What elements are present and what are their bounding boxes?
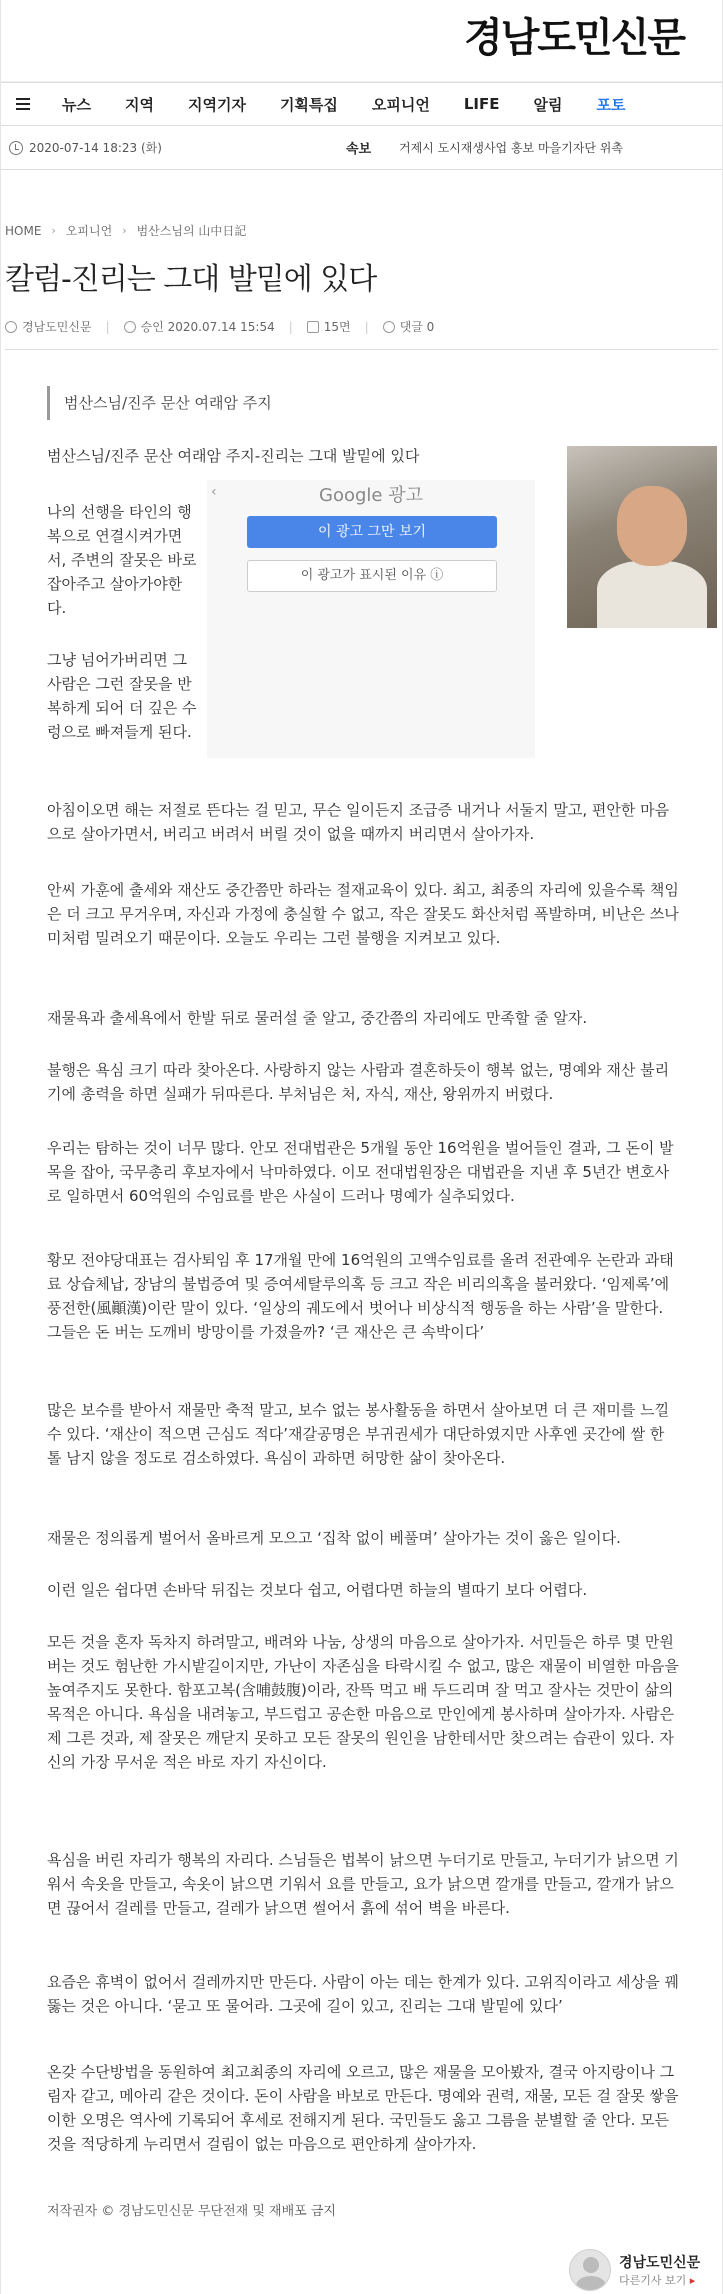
- ad-back-icon[interactable]: ‹: [211, 484, 217, 500]
- main-nav: [1, 82, 722, 126]
- author-widget[interactable]: [569, 2246, 723, 2294]
- paragraph: 이런 일은 쉽다면 손바닥 뒤집는 것보다 쉽고, 어렵다면 하늘의 별따기 보다 어렵다.: [47, 1581, 588, 1599]
- meta-divider: |: [288, 319, 293, 334]
- approved-item: [124, 318, 275, 335]
- nav-item-opinion[interactable]: 오피니언: [371, 95, 430, 114]
- comment-icon: [383, 321, 395, 333]
- more-articles-label[interactable]: 다른기사 보기: [619, 2274, 687, 2287]
- widget-text: [619, 2252, 700, 2288]
- menu-icon[interactable]: [1, 83, 45, 125]
- avatar: [569, 2249, 611, 2291]
- breaking-label: 속보: [346, 142, 372, 157]
- nav-item-special[interactable]: 기획특집: [279, 95, 338, 114]
- stop-ad-button[interactable]: 이 광고 그만 보기: [247, 516, 497, 548]
- nav-item-news[interactable]: 뉴스: [62, 95, 91, 114]
- paragraph: 안씨 가훈에 출세와 재산도 중간쯤만 하라는 절재교육이 있다. 최고, 최종의 자리에 있을수록 책임은 더 크고 무거우며, 자신과 가정에 충실할 수 없고, 작은 잘못도 화산처럼 폭발하며, 비난은 쓰나미처럼 밀려오기 때문이다. 오늘도 우리는 그런 불행을 지켜보고 있다.: [47, 881, 679, 947]
- clock-icon: [124, 321, 136, 333]
- news-ticker: [1, 126, 722, 170]
- paragraph: 모든 것을 혼자 독차지 하려말고, 배려와 나눔, 상생의 마음으로 살아가자. 서민들은 하루 몇 만원 버는 것도 험난한 가시밭길이지만, 가난이 자존심을 타락시킬 수 없고, 많은 재물이 비열한 마음을 높여주지도 못한다. 함포고복(含哺鼓腹)이라, 잔뜩 먹고 배 두드리며 잘 먹고 잘사는 것만이 삶의 목적은 아니다. 욕심을 내려놓고, 부드럽고 공손한 마음으로 만인에게 봉사하며 살아가자. 사람은 제 그른 것과, 제 잘못은 깨닫지 못하고 모든 잘못의 원인을 남한테서만 찾으려는 습관이 있다. 자신의 가장 무서운 적은 바로 자기 자신이다.: [47, 1633, 679, 1771]
- breadcrumb-opinion[interactable]: 오피니언: [65, 224, 113, 238]
- clock-icon: [9, 141, 23, 155]
- nav-item-notice[interactable]: 알림: [533, 95, 563, 114]
- widget-author-name: 경남도민신문: [619, 2255, 701, 2271]
- breadcrumb: [5, 222, 246, 239]
- breaking-headline[interactable]: 거제시 도시재생사업 홍보 마을기자단 위촉: [399, 141, 623, 155]
- comments-item[interactable]: [383, 318, 435, 335]
- current-datetime: 2020-07-14 18:23 (화): [29, 141, 162, 155]
- nav-item-region-reporter[interactable]: 지역기자: [187, 95, 246, 114]
- paragraph: 황모 전야당대표는 검사퇴임 후 17개월 만에 16억원의 고액수임료를 올려 전관예우 논란과 과태료 상습체납, 장남의 불법증여 및 증여세탈루의혹 등 크고 작은 비리의혹을 불러왔다. ‘임제록’에 풍전한(風顚漢)이란 말이 있다. ‘일상의 궤도에서 벗어나 비상식적 행동을 하는 사람’을 말한다. 그들은 돈 버는 도깨비 방망이를 가졌을까? ‘큰 재산은 큰 속박이다’: [47, 1251, 674, 1341]
- photo-face: [617, 486, 687, 566]
- chevron-right-icon: ›: [122, 224, 127, 237]
- paragraph: 나의 선행을 타인의 행복으로 연결시켜가면서, 주변의 잘못은 바로 잡아주고 살아가야한다.: [47, 503, 197, 617]
- more-articles-link[interactable]: [619, 2272, 700, 2288]
- site-logo[interactable]: 경남도민신문: [464, 15, 684, 61]
- brand-bar: [1, 0, 722, 82]
- paragraph: 재물은 정의롭게 벌어서 올바르게 모으고 ‘집착 없이 베풀며’ 살아가는 것이 옳은 일이다.: [47, 1529, 621, 1547]
- article-meta: [5, 318, 434, 335]
- why-ad-button[interactable]: 이 광고가 표시된 이유 ⓘ: [247, 560, 497, 592]
- paragraph: 많은 보수를 받아서 재물만 축적 말고, 보수 없는 봉사활동을 하면서 살아보면 더 큰 재미를 느낄 수 있다. ‘재산이 적으면 근심도 적다’재갈공명은 부귀권세가 대단하였지만 사후엔 곳간에 쌀 한 톨 남지 않을 정도로 검소하였다. 욕심이 과하면 허망한 삶이 찾아온다.: [47, 1401, 670, 1467]
- meta-divider: |: [105, 319, 110, 334]
- paragraph: 온갖 수단방법을 동원하여 최고최종의 자리에 오르고, 많은 재물을 모아봤자, 결국 아지랑이나 그림자 같고, 메아리 같은 것이다. 돈이 사람을 바보로 만든다. 명예와 권력, 재물, 모든 걸 잘못 쌓을이한 오명은 역사에 기록되어 후세로 전해지게 된다. 국민들도 옳고 그름을 분별할 줄 안다. 모든 것을 적당하게 누리면서 걸림이 없는 마음으로 편안하게 살아가자.: [47, 2063, 679, 2153]
- page-number: 15면: [323, 320, 351, 334]
- author-photo: [567, 446, 717, 628]
- divider: [5, 349, 718, 350]
- author-item: [5, 318, 92, 335]
- breadcrumb-home[interactable]: HOME: [5, 223, 42, 238]
- paragraph: 그냥 넘어가버리면 그 사람은 그런 잘못을 반복하게 되어 더 깊은 수렁으로 빠져들게 된다.: [47, 651, 197, 741]
- paragraph: 요즘은 휴벽이 없어서 걸레까지만 만든다. 사람이 아는 데는 한계가 있다. 고위직이라고 세상을 꿰뚫는 것은 아니다. ‘묻고 또 물어라. 그곳에 길이 있고, 진리는 그대 발밑에 있다’: [47, 1973, 679, 2015]
- breadcrumb-column[interactable]: 범산스님의 山中日記: [136, 224, 247, 238]
- chevron-right-icon: ›: [51, 224, 56, 237]
- page-icon: [307, 321, 319, 333]
- meta-divider: |: [364, 319, 369, 334]
- author-name: 경남도민신문: [22, 320, 92, 334]
- photo-body: [597, 561, 707, 628]
- paragraph: 아침이오면 해는 저절로 뜬다는 걸 믿고, 무슨 일이든지 조급증 내거나 서둘지 말고, 편안한 마음으로 살아가면서, 버리고 버려서 버릴 것이 없을 때까지 버리면서 살아가자.: [47, 801, 670, 843]
- paragraph: 욕심을 버린 자리가 행복의 자리다. 스님들은 법복이 낡으면 누더기로 만들고, 누더기가 낡으면 기워서 속옷을 만들고, 속옷이 낡으면 기워서 요를 만들고, 요가 낡으면 깔개를 만들고, 깔개가 낡으면 끊어서 걸레를 만들고, 걸레가 낡으면 썰어서 흙에 섞어 벽을 바른다.: [47, 1851, 679, 1917]
- arrow-right-icon: ▸: [689, 2274, 696, 2287]
- nav-item-region[interactable]: 지역: [124, 95, 154, 114]
- user-icon: [5, 321, 17, 333]
- approved-date: 승인 2020.07.14 15:54: [140, 320, 275, 334]
- nav-item-photo[interactable]: 포토: [596, 95, 626, 114]
- article-title: 칼럼-진리는 그대 발밑에 있다: [5, 262, 377, 297]
- comment-count[interactable]: 댓글 0: [399, 320, 435, 334]
- paragraph: 우리는 탐하는 것이 너무 많다. 안모 전대법관은 5개월 동안 16억원을 벌어들인 결과, 그 돈이 발목을 잡아, 국무총리 후보자에서 낙마하였다. 이모 전대법원장은 대법관을 지낸 후 5년간 변호사로 일하면서 60억원의 수임료를 받은 사실이 드러나 명예가 실추되었다.: [47, 1139, 674, 1205]
- nav-item-life[interactable]: LIFE: [463, 95, 500, 113]
- copyright-notice: 저작권자 © 경남도민신문 무단전재 및 재배포 금지: [47, 2204, 336, 2219]
- article-subtitle: 범산스님/진주 문산 여래암 주지: [47, 386, 677, 420]
- ad-brand: Google 광고: [319, 485, 423, 506]
- page-item: [307, 318, 351, 335]
- paragraph: 불행은 욕심 크기 따라 찾아온다. 사랑하지 않는 사람과 결혼하듯이 행복 없는, 명예와 재산 불리기에 총력을 하면 실패가 뒤따른다. 부처님은 처, 자식, 재산, 왕위까지 버렸다.: [47, 1061, 670, 1103]
- google-ad-panel: [207, 480, 535, 758]
- paragraph: 범산스님/진주 문산 여래암 주지-진리는 그대 발밑에 있다: [47, 447, 420, 465]
- paragraph: 재물욕과 출세욕에서 한발 뒤로 물러설 줄 알고, 중간쯤의 자리에도 만족할 줄 알자.: [47, 1009, 588, 1027]
